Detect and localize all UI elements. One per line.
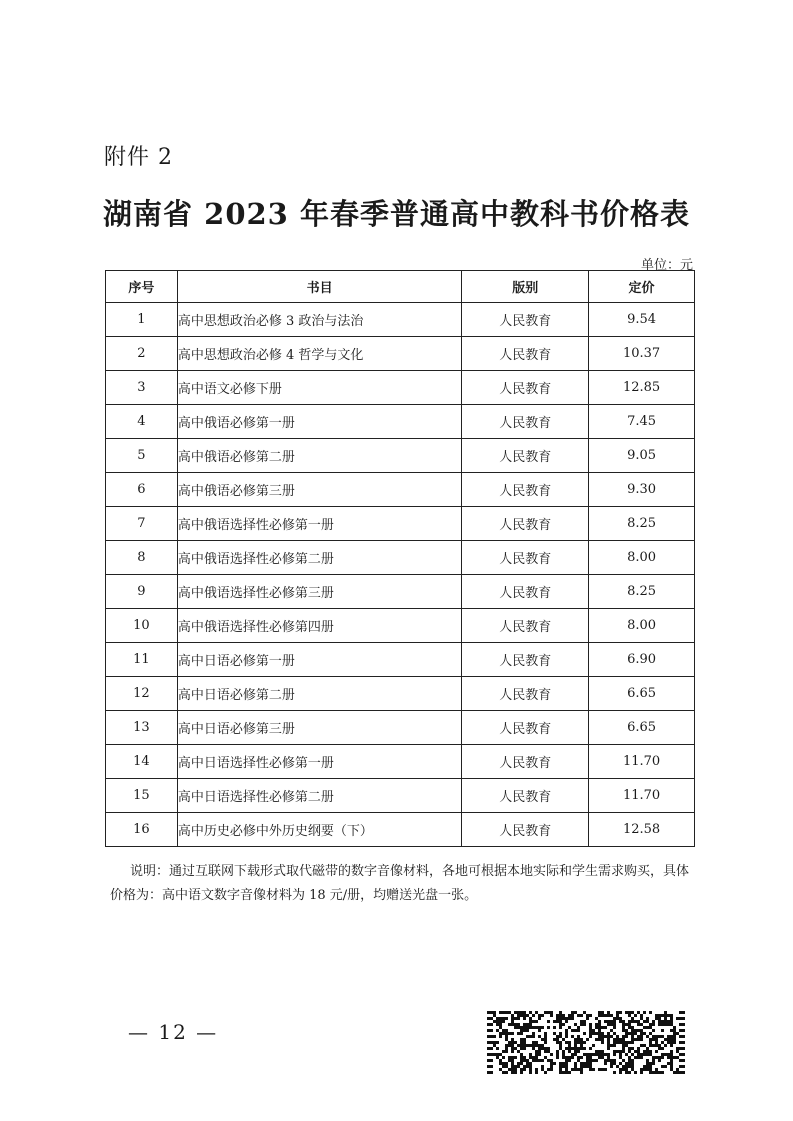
cell-edition: 人民教育 — [462, 609, 589, 643]
cell-seq: 15 — [106, 779, 178, 813]
cell-seq: 9 — [106, 575, 178, 609]
cell-edition: 人民教育 — [462, 813, 589, 847]
cell-price: 10.37 — [589, 337, 695, 371]
cell-seq: 7 — [106, 507, 178, 541]
cell-seq: 6 — [106, 473, 178, 507]
cell-price: 12.85 — [589, 371, 695, 405]
cell-seq: 2 — [106, 337, 178, 371]
cell-book: 高中日语选择性必修第二册 — [177, 779, 461, 813]
cell-price: 9.54 — [589, 303, 695, 337]
header-seq: 序号 — [106, 271, 178, 303]
cell-edition: 人民教育 — [462, 677, 589, 711]
table-row — [106, 813, 695, 847]
cell-edition: 人民教育 — [462, 337, 589, 371]
cell-edition: 人民教育 — [462, 575, 589, 609]
cell-edition: 人民教育 — [462, 473, 589, 507]
cell-book: 高中语文必修下册 — [177, 371, 461, 405]
cell-price: 8.00 — [589, 609, 695, 643]
cell-book: 高中俄语必修第二册 — [177, 439, 461, 473]
cell-price: 6.65 — [589, 711, 695, 745]
cell-price: 12.58 — [589, 813, 695, 847]
cell-seq: 4 — [106, 405, 178, 439]
cell-edition: 人民教育 — [462, 303, 589, 337]
table-row — [106, 779, 695, 813]
table-row — [106, 643, 695, 677]
attachment-label: 附件 2 — [104, 145, 173, 170]
table-row — [106, 575, 695, 609]
barcode-image — [487, 1011, 685, 1076]
cell-book: 高中历史必修中外历史纲要（下） — [177, 813, 461, 847]
table-row — [106, 439, 695, 473]
table-header-row — [106, 271, 695, 303]
cell-book: 高中俄语选择性必修第四册 — [177, 609, 461, 643]
cell-price: 9.05 — [589, 439, 695, 473]
table-row — [106, 405, 695, 439]
cell-book: 高中俄语必修第三册 — [177, 473, 461, 507]
header-edition: 版别 — [462, 271, 589, 303]
cell-price: 11.70 — [589, 745, 695, 779]
price-table — [105, 270, 695, 847]
cell-book: 高中日语选择性必修第一册 — [177, 745, 461, 779]
cell-book: 高中俄语选择性必修第二册 — [177, 541, 461, 575]
table-row — [106, 371, 695, 405]
cell-seq: 11 — [106, 643, 178, 677]
cell-edition: 人民教育 — [462, 779, 589, 813]
table-row — [106, 541, 695, 575]
cell-seq: 16 — [106, 813, 178, 847]
cell-edition: 人民教育 — [462, 541, 589, 575]
cell-seq: 14 — [106, 745, 178, 779]
page-number: — 12 — — [128, 1020, 219, 1044]
cell-price: 11.70 — [589, 779, 695, 813]
table-row — [106, 745, 695, 779]
note-text: 说明：通过互联网下载形式取代磁带的数字音像材料，各地可根据本地实际和学生需求购买，具体价格为：高中语文数字音像材料为 18 元/册，均赠送光盘一张。 — [110, 864, 690, 903]
cell-price: 6.65 — [589, 677, 695, 711]
cell-seq: 12 — [106, 677, 178, 711]
cell-price: 9.30 — [589, 473, 695, 507]
cell-price: 8.25 — [589, 507, 695, 541]
cell-seq: 1 — [106, 303, 178, 337]
cell-seq: 13 — [106, 711, 178, 745]
unit-label: 单位：元 — [640, 258, 693, 273]
page-title: 湖南省 2023 年春季普通高中教科书价格表 — [103, 197, 690, 231]
cell-price: 6.90 — [589, 643, 695, 677]
cell-seq: 5 — [106, 439, 178, 473]
cell-price: 8.25 — [589, 575, 695, 609]
table-body — [106, 303, 695, 847]
table-row — [106, 507, 695, 541]
table-row — [106, 473, 695, 507]
cell-book: 高中日语必修第三册 — [177, 711, 461, 745]
table-row — [106, 677, 695, 711]
cell-edition: 人民教育 — [462, 439, 589, 473]
header-price: 定价 — [589, 271, 695, 303]
cell-book: 高中俄语选择性必修第一册 — [177, 507, 461, 541]
cell-book: 高中思想政治必修 3 政治与法治 — [177, 303, 461, 337]
cell-seq: 3 — [106, 371, 178, 405]
cell-edition: 人民教育 — [462, 643, 589, 677]
table-row — [106, 609, 695, 643]
table-row — [106, 303, 695, 337]
table-row — [106, 711, 695, 745]
cell-seq: 10 — [106, 609, 178, 643]
table-row — [106, 337, 695, 371]
cell-book: 高中思想政治必修 4 哲学与文化 — [177, 337, 461, 371]
cell-price: 7.45 — [589, 405, 695, 439]
cell-book: 高中俄语选择性必修第三册 — [177, 575, 461, 609]
cell-price: 8.00 — [589, 541, 695, 575]
header-book: 书目 — [177, 271, 461, 303]
cell-edition: 人民教育 — [462, 745, 589, 779]
cell-book: 高中日语必修第一册 — [177, 643, 461, 677]
cell-seq: 8 — [106, 541, 178, 575]
cell-edition: 人民教育 — [462, 711, 589, 745]
cell-edition: 人民教育 — [462, 507, 589, 541]
cell-book: 高中日语必修第二册 — [177, 677, 461, 711]
cell-book: 高中俄语必修第一册 — [177, 405, 461, 439]
cell-edition: 人民教育 — [462, 371, 589, 405]
cell-edition: 人民教育 — [462, 405, 589, 439]
